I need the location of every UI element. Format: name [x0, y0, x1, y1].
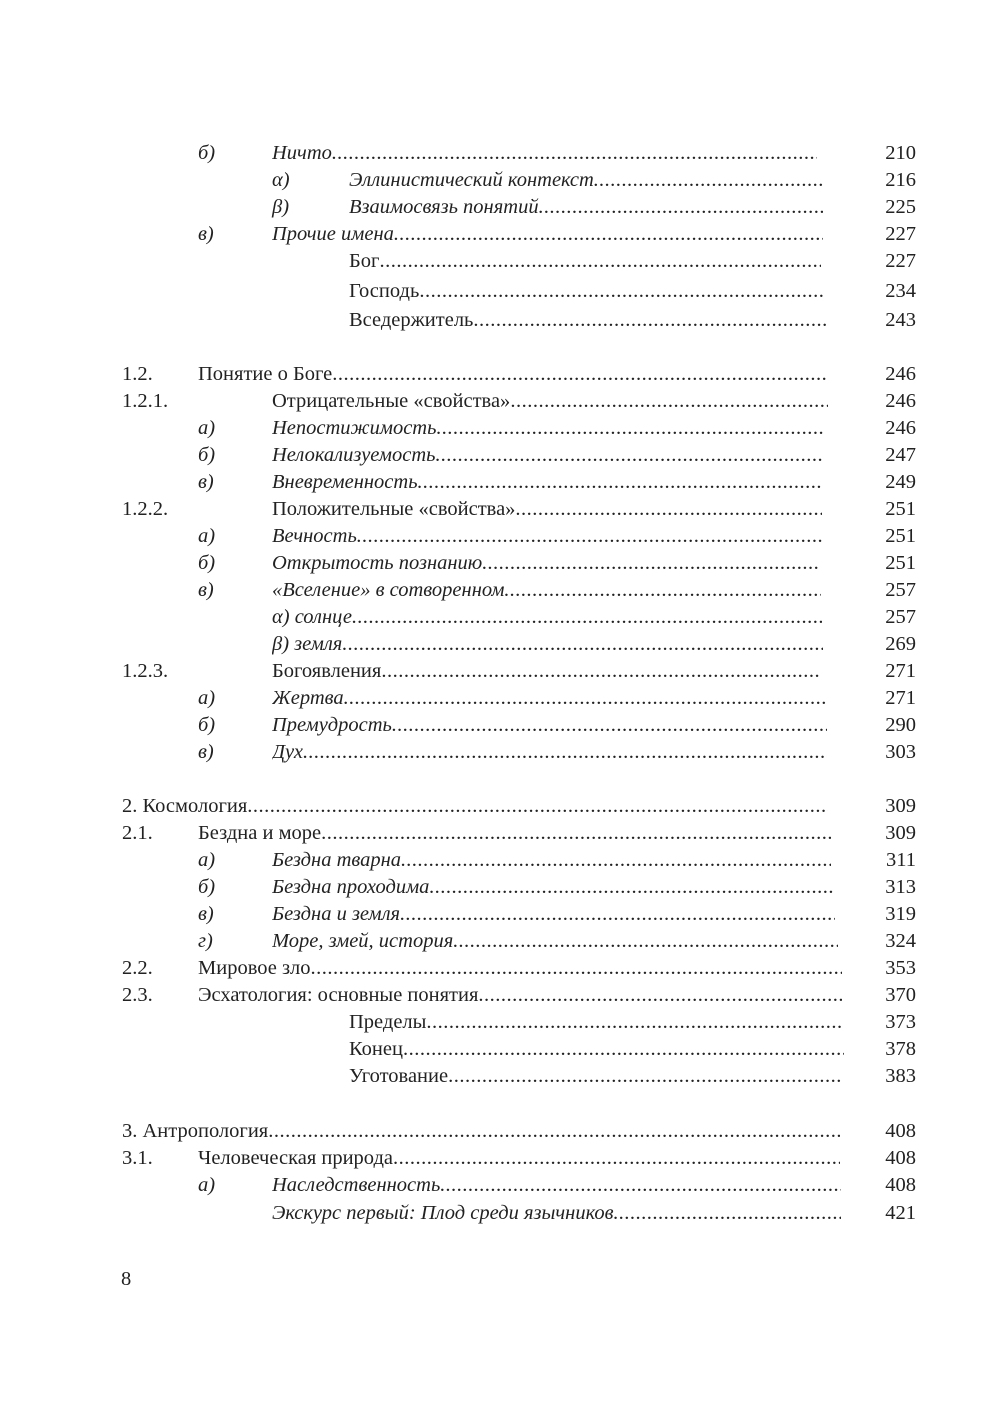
toc-page: 247	[885, 444, 916, 466]
toc-row[interactable]	[0, 361, 1000, 388]
toc-letter: в)	[198, 223, 214, 245]
toc-page: 210	[885, 142, 916, 164]
leader-dots	[311, 955, 842, 982]
leader-dots	[515, 496, 822, 523]
toc-letter: б)	[198, 876, 216, 898]
toc-title: Бездна и море	[198, 822, 322, 844]
toc-entry	[272, 631, 823, 658]
toc-title: Премудрость	[272, 714, 392, 736]
toc-entry	[272, 604, 822, 631]
toc-entry	[272, 388, 828, 415]
toc-entry	[272, 221, 823, 248]
toc-title: Экскурс первый: Плод среди язычников	[272, 1202, 614, 1224]
toc-entry	[272, 739, 827, 766]
toc-row[interactable]	[0, 820, 1000, 847]
toc-entry	[349, 1009, 842, 1036]
toc-row[interactable]	[0, 712, 1000, 739]
toc-page: 408	[885, 1174, 916, 1196]
leader-dots	[394, 221, 823, 248]
toc-title: Мировое зло	[198, 957, 311, 979]
toc-number: 2.3.	[122, 984, 153, 1006]
toc-entry	[349, 1036, 844, 1063]
toc-entry	[198, 361, 827, 388]
toc-entry	[272, 1172, 841, 1199]
toc-entry	[272, 496, 822, 523]
toc-row[interactable]	[0, 1200, 1000, 1227]
toc-title: Дух	[272, 741, 303, 763]
toc-entry	[272, 415, 825, 442]
toc-letter: в)	[198, 903, 214, 925]
toc-entry	[272, 577, 821, 604]
toc-title: Бездна проходима	[272, 876, 430, 898]
toc-entry	[272, 712, 827, 739]
leader-dots	[357, 523, 822, 550]
toc-entry	[272, 658, 821, 685]
leader-dots	[342, 631, 823, 658]
toc-letter: α)	[272, 169, 290, 191]
toc-title: Вседержитель	[349, 309, 474, 331]
toc-entry	[272, 847, 831, 874]
leader-dots	[594, 167, 823, 194]
toc-row[interactable]	[0, 140, 1000, 167]
toc-row[interactable]	[0, 928, 1000, 955]
toc-title: Господь	[349, 280, 420, 302]
toc-page: 251	[885, 498, 916, 520]
toc-entry	[122, 793, 828, 820]
toc-page: 234	[885, 280, 916, 302]
leader-dots	[418, 469, 822, 496]
toc-entry	[349, 248, 821, 275]
toc-entry	[349, 194, 823, 221]
leader-dots	[419, 278, 823, 305]
toc-page: 319	[885, 903, 916, 925]
toc-letter: а)	[198, 525, 216, 547]
toc-page: 408	[885, 1120, 916, 1142]
toc-row[interactable]	[0, 658, 1000, 685]
toc-row[interactable]	[0, 874, 1000, 901]
toc-letter: в)	[198, 471, 214, 493]
toc-row[interactable]	[0, 550, 1000, 577]
toc-page: 246	[885, 363, 916, 385]
toc-row[interactable]	[0, 469, 1000, 496]
leader-dots	[426, 1009, 842, 1036]
toc-row[interactable]	[0, 194, 1000, 221]
toc-entry	[198, 820, 831, 847]
toc-entry	[272, 685, 826, 712]
toc-title: Прочие имена	[272, 223, 394, 245]
page-number: 8	[121, 1268, 132, 1290]
toc-entry	[349, 278, 823, 305]
toc-row[interactable]	[0, 1145, 1000, 1172]
toc-title: Непостижимость	[272, 417, 437, 439]
toc-row[interactable]	[0, 739, 1000, 766]
leader-dots	[453, 928, 838, 955]
toc-row[interactable]	[0, 415, 1000, 442]
toc-number: 1.2.3.	[122, 660, 169, 682]
toc-number: 1.2.2.	[122, 498, 169, 520]
toc-row[interactable]	[0, 221, 1000, 248]
leader-dots	[379, 248, 821, 275]
toc-row[interactable]	[0, 307, 1000, 334]
toc-page: 383	[885, 1065, 916, 1087]
toc-page: 227	[885, 223, 916, 245]
toc-entry	[272, 523, 822, 550]
toc-title: Взаимосвязь понятий	[349, 196, 539, 218]
toc-page: 311	[886, 849, 916, 871]
toc-letter: г)	[198, 930, 213, 952]
toc-title: Эсхатология: основные понятия	[198, 984, 479, 1006]
toc-row[interactable]	[0, 982, 1000, 1009]
toc-entry	[349, 167, 823, 194]
toc-row[interactable]	[0, 523, 1000, 550]
toc-title: Понятие о Боге	[198, 363, 333, 385]
toc-row[interactable]	[0, 577, 1000, 604]
leader-dots	[268, 1118, 840, 1145]
toc-number: 3.1.	[122, 1147, 153, 1169]
toc-number: 2.1.	[122, 822, 153, 844]
toc-title: «Вселение» в сотворенном	[272, 579, 505, 601]
leader-dots	[504, 577, 821, 604]
toc-entry	[272, 901, 835, 928]
toc-title: 2. Космология	[122, 795, 248, 817]
toc-letter: в)	[198, 579, 214, 601]
toc-row[interactable]	[0, 955, 1000, 982]
toc-entry	[272, 469, 822, 496]
leader-dots	[440, 1172, 841, 1199]
toc-page: 309	[885, 822, 916, 844]
toc-page: 243	[885, 309, 916, 331]
toc-page: 269	[885, 633, 916, 655]
leader-dots	[539, 194, 823, 221]
toc-row[interactable]	[0, 1118, 1000, 1145]
toc-title: Бездна тварна	[272, 849, 402, 871]
toc-row[interactable]	[0, 496, 1000, 523]
leader-dots	[435, 442, 824, 469]
toc-row[interactable]	[0, 604, 1000, 631]
toc-page: 216	[885, 169, 916, 191]
toc-row[interactable]	[0, 1009, 1000, 1036]
toc-entry	[272, 550, 820, 577]
toc-page: 408	[885, 1147, 916, 1169]
toc-title: Человеческая природа	[198, 1147, 394, 1169]
toc-row[interactable]	[0, 248, 1000, 275]
toc-row[interactable]	[0, 847, 1000, 874]
toc-title: Богоявления	[272, 660, 382, 682]
leader-dots	[352, 604, 822, 631]
toc-title: β) земля	[272, 633, 343, 655]
toc-entry	[272, 1200, 841, 1227]
toc-letter: б)	[198, 444, 216, 466]
toc-page: 251	[885, 525, 916, 547]
toc-page: 249	[885, 471, 916, 493]
leader-dots	[332, 361, 827, 388]
toc-title: Море, змей, история	[272, 930, 454, 952]
toc-title: Пределы	[349, 1011, 427, 1033]
toc-row[interactable]	[0, 167, 1000, 194]
toc-page: 373	[885, 1011, 916, 1033]
leader-dots	[448, 1063, 843, 1090]
toc-letter: а)	[198, 849, 216, 871]
toc-number: 2.2.	[122, 957, 153, 979]
leader-dots	[344, 685, 826, 712]
leader-dots	[614, 1200, 841, 1227]
leader-dots	[400, 901, 835, 928]
toc-letter: в)	[198, 741, 214, 763]
toc-letter: а)	[198, 1174, 216, 1196]
toc-page: 353	[885, 957, 916, 979]
toc-row[interactable]	[0, 278, 1000, 305]
toc-entry	[272, 140, 817, 167]
leader-dots	[303, 739, 827, 766]
leader-dots	[401, 847, 831, 874]
toc-title: Бездна и земля	[272, 903, 401, 925]
toc-page: 246	[885, 390, 916, 412]
toc-title: Вечность	[272, 525, 357, 547]
toc-letter: а)	[198, 687, 216, 709]
toc-row[interactable]	[0, 685, 1000, 712]
toc-letter: б)	[198, 142, 216, 164]
toc-row[interactable]	[0, 793, 1000, 820]
leader-dots	[510, 388, 828, 415]
toc-page: 271	[885, 687, 916, 709]
toc-title: Уготование	[349, 1065, 449, 1087]
leader-dots	[332, 140, 817, 167]
toc-page: 246	[885, 417, 916, 439]
toc-number: 1.2.1.	[122, 390, 169, 412]
leader-dots	[381, 658, 821, 685]
toc-row[interactable]	[0, 1036, 1000, 1063]
toc-entry	[272, 874, 834, 901]
toc-number: 1.2.	[122, 363, 153, 385]
toc-entry	[272, 442, 824, 469]
toc-row[interactable]	[0, 631, 1000, 658]
toc-page: 324	[885, 930, 916, 952]
toc-title: Жертва	[272, 687, 344, 709]
toc-row[interactable]	[0, 1172, 1000, 1199]
toc-letter: б)	[198, 714, 216, 736]
toc-title: Бог	[349, 250, 380, 272]
toc-entry	[122, 1118, 840, 1145]
toc-page: 290	[885, 714, 916, 736]
toc-entry	[349, 1063, 843, 1090]
toc-title: Ничто	[272, 142, 332, 164]
toc-page: 251	[885, 552, 916, 574]
toc-page: 378	[885, 1038, 916, 1060]
toc-page: 370	[885, 984, 916, 1006]
toc-page: 225	[885, 196, 916, 218]
leader-dots	[436, 415, 825, 442]
toc-entry	[349, 307, 826, 334]
leader-dots	[392, 712, 827, 739]
toc-title: Конец	[349, 1038, 403, 1060]
toc-page: 303	[885, 741, 916, 763]
toc-page: 421	[885, 1202, 916, 1224]
toc-letter: а)	[198, 417, 216, 439]
leader-dots	[473, 307, 826, 334]
toc-entry	[198, 982, 842, 1009]
leader-dots	[403, 1036, 844, 1063]
toc-title: Эллинистический контекст	[349, 169, 594, 191]
toc-letter: β)	[272, 196, 290, 218]
toc-title: α) солнце	[272, 606, 353, 628]
toc-entry	[198, 955, 842, 982]
toc-row[interactable]	[0, 901, 1000, 928]
toc-row[interactable]	[0, 442, 1000, 469]
toc-title: Наследственность	[272, 1174, 441, 1196]
toc-title: Отрицательные «свойства»	[272, 390, 511, 412]
toc-page: 313	[885, 876, 916, 898]
toc-title: Открытость познанию	[272, 552, 483, 574]
leader-dots	[393, 1145, 840, 1172]
toc-entry	[272, 928, 838, 955]
toc-title: Вневременность	[272, 471, 418, 493]
toc-page: 271	[885, 660, 916, 682]
leader-dots	[429, 874, 834, 901]
toc-title: 3. Антропология	[122, 1120, 269, 1142]
toc-letter: б)	[198, 552, 216, 574]
toc-page: 309	[885, 795, 916, 817]
toc-title: Нелокализуемость	[272, 444, 436, 466]
leader-dots	[478, 982, 842, 1009]
toc-row[interactable]	[0, 388, 1000, 415]
toc-page: 227	[885, 250, 916, 272]
toc-row[interactable]	[0, 1063, 1000, 1090]
toc-page: 257	[885, 606, 916, 628]
toc-page: 257	[885, 579, 916, 601]
leader-dots	[247, 793, 828, 820]
toc-entry	[198, 1145, 840, 1172]
toc-title: Положительные «свойства»	[272, 498, 516, 520]
leader-dots	[321, 820, 831, 847]
leader-dots	[482, 550, 820, 577]
